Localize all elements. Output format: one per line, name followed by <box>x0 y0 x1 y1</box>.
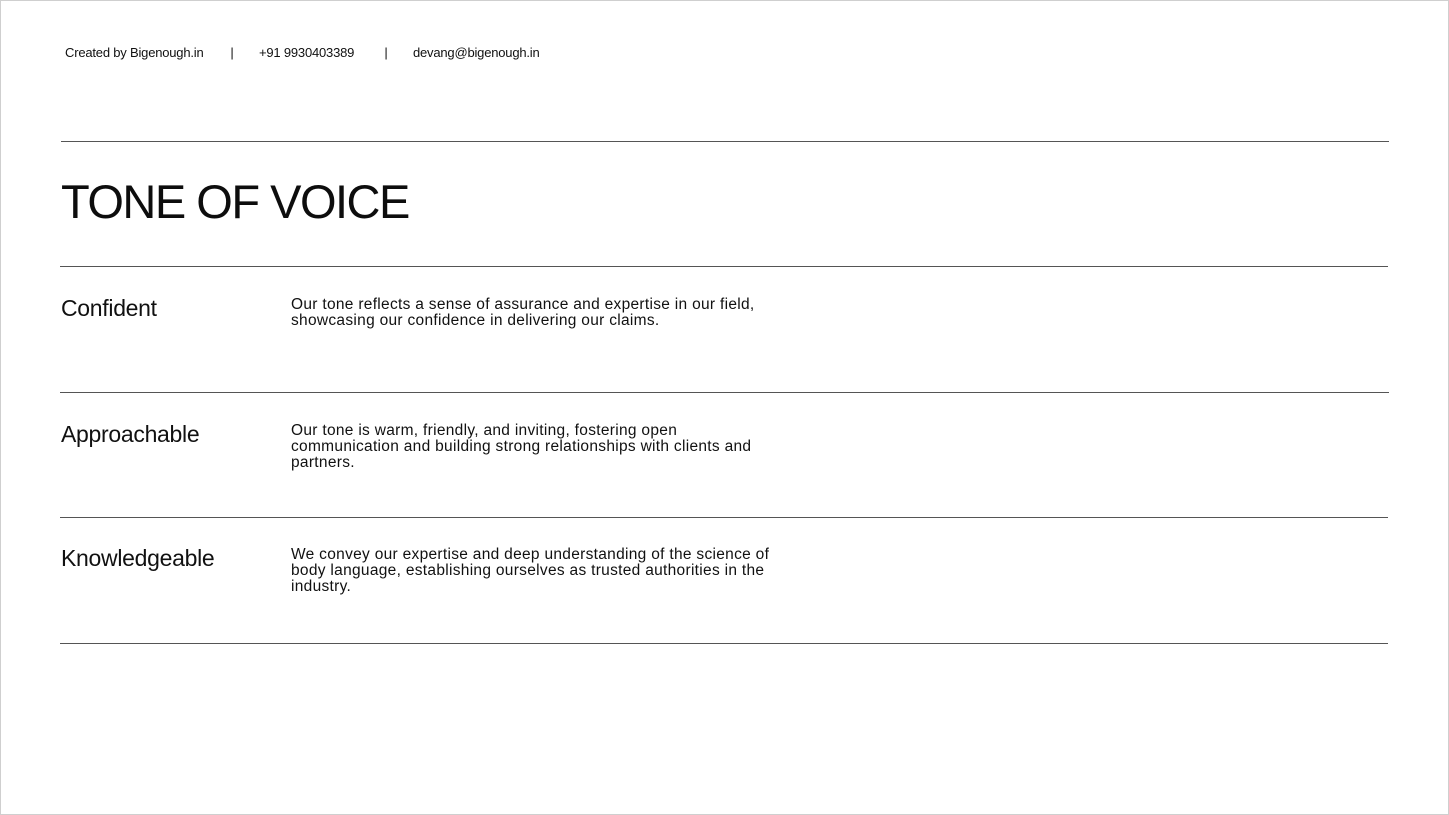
divider-bottom <box>60 643 1388 644</box>
email-link[interactable]: devang@bigenough.in <box>413 45 540 60</box>
trait-description: Our tone reflects a sense of assurance and expertise in our field, showcasing our confidence in delivering our claims. <box>291 296 755 329</box>
header-separator: | <box>230 45 234 60</box>
header-contact-bar <box>65 45 540 60</box>
trait-row-knowledgeable <box>61 517 1388 642</box>
trait-term: Knowledgeable <box>61 545 215 571</box>
trait-row-confident <box>61 267 1388 392</box>
trait-term: Confident <box>61 295 157 321</box>
trait-description: We convey our expertise and deep understanding of the science of body language, establishing ourselves as trusted authorities in the industry. <box>291 546 770 595</box>
trait-term: Approachable <box>61 421 200 447</box>
page-title: TONE OF VOICE <box>61 175 409 228</box>
divider-top <box>61 141 1389 142</box>
trait-row-approachable <box>61 393 1388 518</box>
phone-number[interactable]: +91 9930403389 <box>259 45 355 60</box>
trait-description: Our tone is warm, friendly, and inviting, fostering open communication and building strong relationships with clients and partners. <box>291 422 752 471</box>
header-separator: | <box>384 45 388 60</box>
credit-text: Created by Bigenough.in <box>65 45 204 60</box>
